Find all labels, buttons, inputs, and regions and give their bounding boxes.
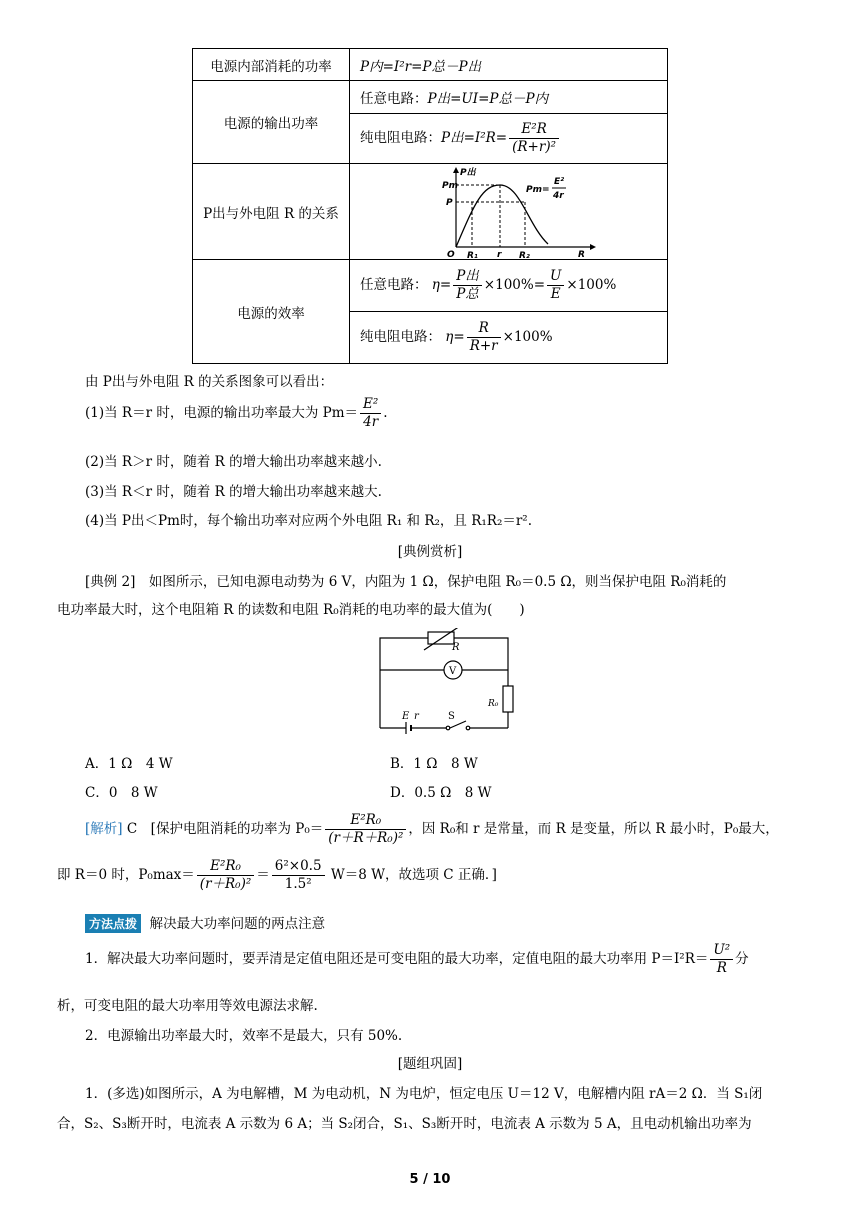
row-internal-power-formula: P内=I²r=P总－P出: [350, 49, 668, 81]
question-1-line-2: 合，S₂、S₃断开时，电流表 A 示数为 6 A；当 S₂闭合，S₁、S₃断开时，电流表 A 示数为 5 A，且电动机输出功率为: [57, 1116, 752, 1132]
analysis-line-1: [解析] C [保护电阻消耗的功率为 P₀＝ $\frac{\text{E²R₀}}{\text{(r＋R＋R₀)²}}$ ，因 R₀和 r 是常量，而 R 是变量，所以 R 最小时，P₀最大，: [85, 812, 779, 846]
row-internal-power-label: 电源内部消耗的功率: [193, 49, 350, 81]
row-efficiency-any: 任意电路： η= $\frac{\text{P出}}{\text{P总}}$ ×100%= $\frac{U}{E}$ ×100%: [350, 260, 668, 312]
method-point-2: 2．电源输出功率最大时，效率不是最大，只有 50%.: [85, 1028, 403, 1044]
row-output-power-label: 电源的输出功率: [193, 81, 350, 164]
analysis-tag: [解析]: [85, 821, 123, 837]
graph-x-label: R: [578, 249, 585, 259]
option-a: A．1 Ω 4 W: [85, 756, 173, 772]
graph-pm-eq: Pm=: [526, 184, 550, 195]
analysis-line-2: 即 R＝0 时，P₀max＝ $\frac{\text{E²R₀}}{\text{(r＋R₀)²}}$ ＝ $\frac{\text{6²×0.5}}{\text{1.5²}}$ W＝8 W，故选项 C 正确．]: [57, 858, 497, 892]
example-line-2: 电功率最大时，这个电阻箱 R 的读数和电阻 R₀消耗的电功率的最大值为( ): [57, 602, 525, 618]
power-properties-table: [192, 48, 668, 364]
option-c: C．0 8 W: [85, 785, 158, 801]
method-heading: 方法点拨 解决最大功率问题的两点注意: [85, 912, 325, 933]
graph-y-label: P出: [460, 167, 476, 178]
point-1: (1)当 R＝r 时，电源的输出功率最大为 Pm＝ $\frac{\text{E²}}{4r}$ .: [85, 396, 388, 430]
row-output-power-pure: 纯电阻电路：P出=I²R= $\frac{\text{E²R}}{\text{(R+r)²}}$: [350, 114, 668, 164]
option-d: D．0.5 Ω 8 W: [390, 785, 492, 801]
intro-text: 由 P出与外电阻 R 的关系图象可以看出：: [85, 374, 334, 390]
circuit-r-label: R: [452, 642, 460, 653]
point-4: (4)当 P出＜Pm时，每个输出功率对应两个外电阻 R₁ 和 R₂，且 R₁R₂＝r².: [85, 513, 533, 529]
circuit-s-label: S: [448, 711, 455, 722]
graph-pm-den: 4r: [553, 190, 564, 201]
power-resistance-graph: [350, 165, 689, 259]
graph-p-label: P: [446, 197, 453, 208]
row-efficiency-pure: 纯电阻电路： η= $\frac{R}{R+r}$ ×100%: [350, 312, 668, 364]
page-number: 5 / 10: [409, 1172, 451, 1187]
circuit-e-label: E: [402, 711, 410, 722]
section-practice-heading: [题组巩固]: [397, 1056, 463, 1072]
graph-pm-num: E²: [554, 176, 565, 187]
method-point-1-cont: 析，可变电阻的最大功率用等效电源法求解.: [57, 998, 318, 1014]
question-1-line-1: 1．(多选)如图所示，A 为电解槽，M 为电动机，N 为电炉，恒定电压 U＝12 V，电解槽内阻 rA＝2 Ω．当 S₁闭: [85, 1086, 763, 1102]
circuit-v-label: V: [449, 666, 457, 677]
graph-r-label: r: [497, 249, 502, 259]
circuit-diagram: [370, 628, 520, 738]
method-badge: 方法点拨: [85, 914, 141, 933]
graph-r2-label: R₂: [519, 250, 530, 259]
example-line-1: [典例 2] 如图所示，已知电源电动势为 6 V，内阻为 1 Ω，保护电阻 R₀＝0.5 Ω，则当保护电阻 R₀消耗的: [85, 574, 727, 590]
graph-r1-label: R₁: [467, 250, 478, 259]
circuit-r0-label: R₀: [488, 699, 499, 709]
row-relation-graph-cell: [350, 164, 668, 260]
section-example-heading: [典例赏析]: [397, 544, 463, 560]
method-point-1: 1．解决最大功率问题时，要弄清是定值电阻还是可变电阻的最大功率，定值电阻的最大功率用 P＝I²R＝ $\frac{\text{U²}}{R}$ 分: [85, 942, 749, 976]
option-b: B．1 Ω 8 W: [390, 756, 478, 772]
row-efficiency-label: 电源的效率: [193, 260, 350, 364]
graph-origin-label: O: [447, 249, 455, 259]
point-2: (2)当 R＞r 时，随着 R 的增大输出功率越来越小.: [85, 454, 382, 470]
row-output-power-any: 任意电路：P出=UI=P总－P内: [350, 81, 668, 114]
row-relation-label: P出与外电阻 R 的关系: [193, 164, 350, 260]
circuit-rint-label: r: [414, 711, 419, 722]
graph-pm-label: Pm: [442, 180, 458, 191]
point-3: (3)当 R＜r 时，随着 R 的增大输出功率越来越大.: [85, 484, 382, 500]
